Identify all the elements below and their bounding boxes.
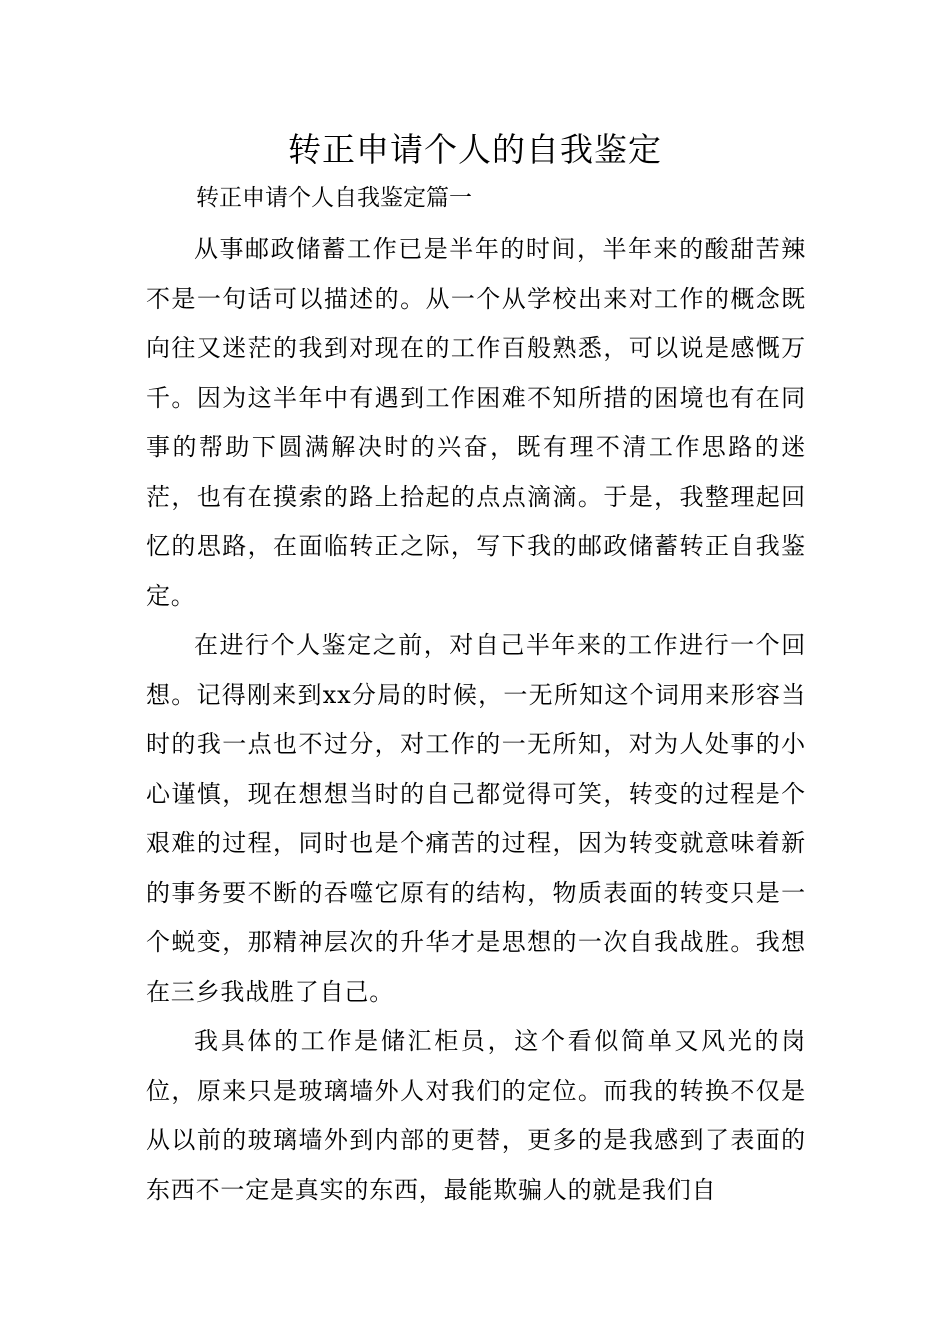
document-body — [146, 225, 806, 1215]
section-heading: 转正申请个人自我鉴定篇一 — [196, 185, 472, 211]
document-title: 转正申请个人的自我鉴定 — [288, 130, 662, 169]
paragraph-2: 在进行个人鉴定之前，对自己半年来的工作进行一个回想。记得刚来到xx分局的时候，一无所知这个词用来形容当时的我一点也不过分，对工作的一无所知，对为人处事的小心谨慎，现在想想当时的自己都觉得可笑，转变的过程是个艰难的过程，同时也是个痛苦的过程，因为转变就意味着新的事务要不断的吞噬它原有的结构，物质表面的转变只是一个蜕变，那精神层次的升华才是思想的一次自我战胜。我想在三乡我战胜了自己。 — [146, 631, 806, 1006]
paragraph-1: 从事邮政储蓄工作已是半年的时间，半年来的酸甜苦辣不是一句话可以描述的。从一个从学校出来对工作的概念既向往又迷茫的我到对现在的工作百般熟悉，可以说是感慨万千。因为这半年中有遇到工作困难不知所措的困境也有在同事的帮助下圆满解决时的兴奋，既有理不清工作思路的迷茫，也有在摸索的路上拾起的点点滴滴。于是，我整理起回忆的思路，在面临转正之际，写下我的邮政储蓄转正自我鉴定。 — [146, 235, 806, 610]
paragraph-3: 我具体的工作是储汇柜员，这个看似简单又风光的岗位，原来只是玻璃墙外人对我们的定位。而我的转换不仅是从以前的玻璃墙外到内部的更替，更多的是我感到了表面的东西不一定是真实的东西，最能欺骗人的就是我们自 — [146, 1027, 806, 1204]
